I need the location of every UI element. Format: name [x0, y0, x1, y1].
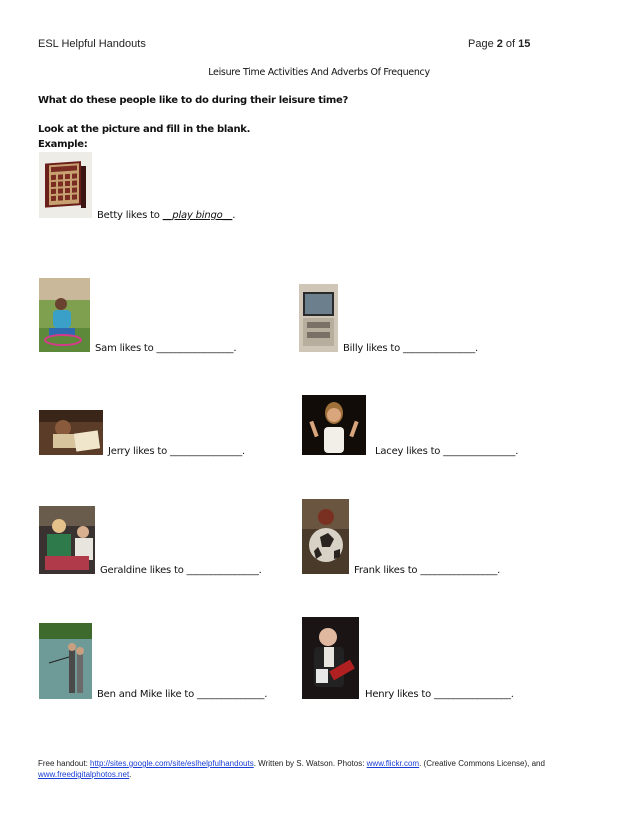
- footer-prefix: Free handout:: [38, 759, 91, 768]
- ben-mike-photo: [39, 623, 92, 699]
- footer-link-freedigitalphotos[interactable]: www.freedigitalphotos.net: [38, 770, 130, 779]
- instructions: Look at the picture and fill in the blank.: [38, 124, 251, 135]
- example-prefix: Betty likes to: [97, 210, 163, 221]
- frank-sentence: Frank likes to ________________.: [354, 565, 501, 576]
- jerry-photo: [39, 410, 103, 455]
- geraldine-sentence: Geraldine likes to _______________.: [100, 565, 262, 576]
- page-prefix: Page: [468, 38, 497, 50]
- footer-link-google-sites[interactable]: http://sites.google.com/site/eslhelpfulhandouts: [90, 759, 254, 768]
- jerry-sentence: Jerry likes to _______________.: [108, 446, 245, 457]
- example-answer: __play bingo__: [162, 210, 233, 221]
- ben-mike-sentence: Ben and Mike like to ______________.: [97, 689, 268, 700]
- footer: [38, 758, 598, 780]
- example-label: Example:: [38, 139, 88, 150]
- footer-mid: . Written by S. Watson. Photos:: [253, 759, 367, 768]
- header-left: ESL Helpful Handouts: [38, 38, 146, 50]
- geraldine-photo: [39, 506, 95, 574]
- page-title: Leisure Time Activities And Adverbs Of Frequency: [208, 67, 430, 78]
- henry-photo: [302, 617, 359, 699]
- bingo-photo: [39, 152, 92, 218]
- henry-sentence: Henry likes to ________________.: [365, 689, 514, 700]
- billy-sentence: Billy likes to _______________.: [343, 343, 479, 354]
- footer-end: .: [129, 770, 132, 779]
- lacey-photo: [302, 395, 366, 455]
- footer-mid2: . (Creative Commons License), and: [419, 759, 545, 768]
- page-of: of: [502, 38, 519, 50]
- question: What do these people like to do during their leisure time?: [38, 95, 349, 106]
- billy-photo: [299, 284, 338, 352]
- footer-link-flickr[interactable]: www.flickr.com: [366, 759, 420, 768]
- page-total: 15: [518, 38, 531, 50]
- sam-sentence: Sam likes to ________________.: [95, 343, 237, 354]
- frank-photo: [302, 499, 349, 574]
- lacey-sentence: Lacey likes to _______________.: [375, 446, 519, 457]
- example-suffix: .: [232, 210, 236, 221]
- page-current: 2: [496, 38, 503, 50]
- page-number: [468, 38, 530, 50]
- sam-photo: [39, 278, 90, 352]
- example-sentence: [97, 210, 235, 221]
